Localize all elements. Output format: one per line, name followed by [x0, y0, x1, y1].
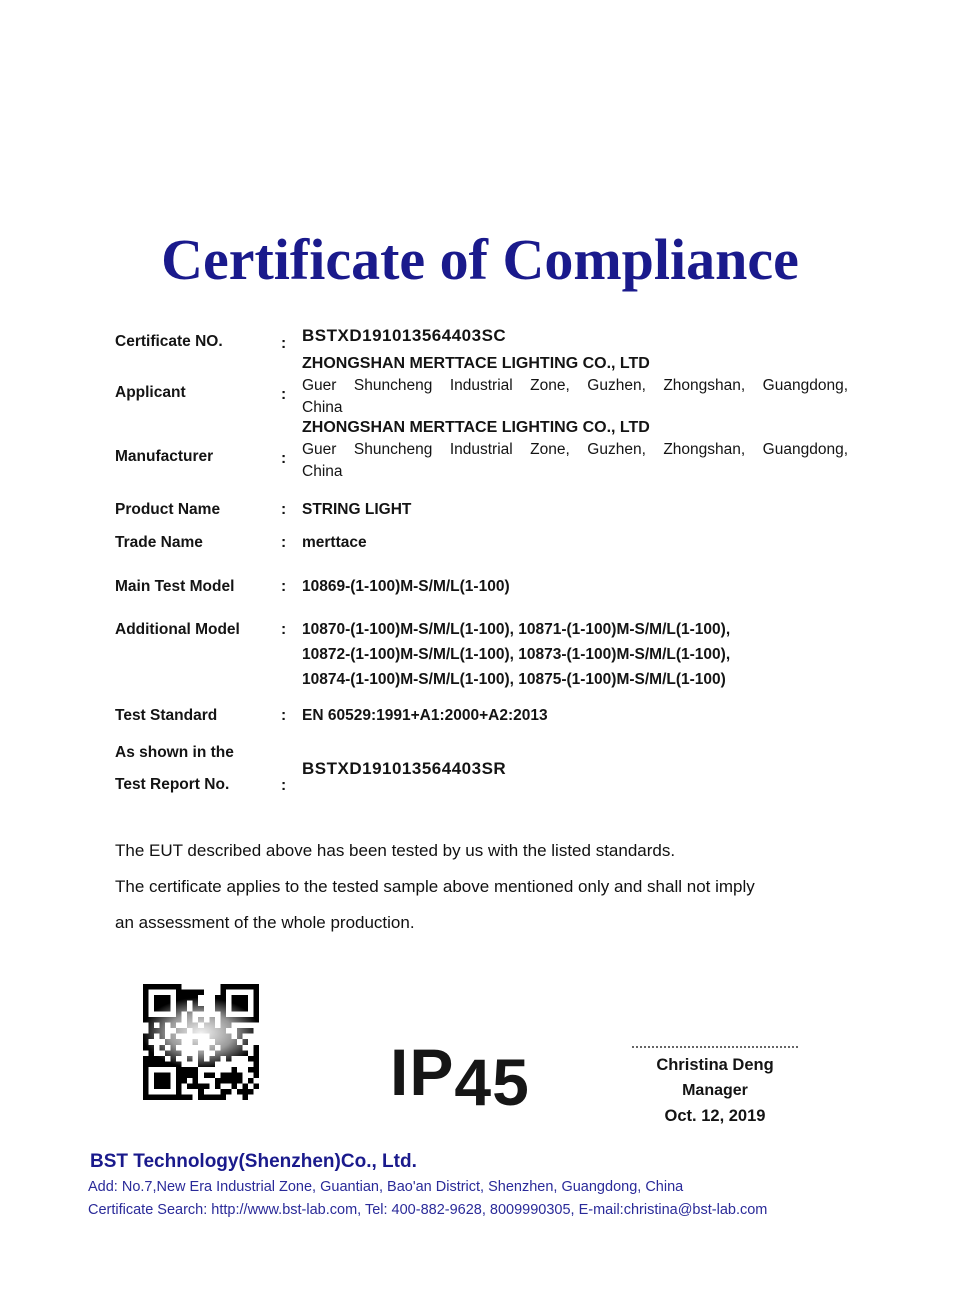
signature-date: Oct. 12, 2019 [664, 1107, 766, 1125]
main-test-model-value: 10869-(1-100)M-S/M/L(1-100) [302, 578, 510, 595]
product-name-value: STRING LIGHT [302, 501, 412, 518]
ip-rating-number: 45 [454, 1045, 530, 1119]
statement-line1: The EUT described above has been tested by us with the listed standards. [115, 841, 676, 860]
colon-separator: : [281, 386, 287, 403]
trade-name-label: Trade Name [115, 534, 203, 551]
ip-rating-prefix: IP [390, 1035, 455, 1109]
test-report-label-line1: As shown in the [115, 744, 234, 761]
manufacturer-address-line1: Guer Shuncheng Industrial Zone, Guzhen, Zhongshan, Guangdong, [302, 441, 848, 458]
applicant-address-line1: Guer Shuncheng Industrial Zone, Guzhen, Zhongshan, Guangdong, [302, 377, 848, 394]
test-standard-value: EN 60529:1991+A1:2000+A2:2013 [302, 707, 548, 724]
certificate-no-value: BSTXD191013564403SC [302, 326, 507, 345]
colon-separator: : [281, 777, 287, 794]
signature-block [630, 1046, 800, 1126]
additional-model-label: Additional Model [115, 621, 240, 638]
test-report-label-line2: Test Report No. [115, 776, 230, 793]
signatory-name: Christina Deng [656, 1056, 774, 1074]
main-test-model-label: Main Test Model [115, 578, 235, 595]
manufacturer-address-line2: China [302, 463, 343, 480]
qr-code-icon [143, 984, 259, 1100]
colon-separator: : [281, 578, 287, 595]
trade-name-value: merttace [302, 534, 367, 551]
manufacturer-label: Manufacturer [115, 448, 214, 465]
statement-line3: an assessment of the whole production. [115, 913, 415, 932]
applicant-company: ZHONGSHAN MERTTACE LIGHTING CO., LTD [302, 355, 650, 372]
applicant-address-line2: China [302, 399, 343, 416]
additional-model-line3: 10874-(1-100)M-S/M/L(1-100), 10875-(1-100)M-S/M/L(1-100) [302, 671, 726, 688]
applicant-label: Applicant [115, 384, 186, 401]
signature-dotted-line [632, 1046, 798, 1048]
colon-separator: : [281, 621, 287, 638]
test-standard-label: Test Standard [115, 707, 218, 724]
page-title: Certificate of Compliance [161, 227, 799, 292]
footer-company-name: BST Technology(Shenzhen)Co., Ltd. [90, 1151, 417, 1172]
additional-model-line1: 10870-(1-100)M-S/M/L(1-100), 10871-(1-100)M-S/M/L(1-100), [302, 621, 731, 638]
manufacturer-company: ZHONGSHAN MERTTACE LIGHTING CO., LTD [302, 419, 650, 436]
additional-model-line2: 10872-(1-100)M-S/M/L(1-100), 10873-(1-100)M-S/M/L(1-100), [302, 646, 731, 663]
ip-rating-mark [390, 1034, 530, 1119]
colon-separator: : [281, 707, 287, 724]
product-name-label: Product Name [115, 501, 221, 518]
certificate-no-label: Certificate NO. [115, 333, 223, 350]
signatory-title: Manager [682, 1082, 748, 1099]
footer-contact: Certificate Search: http://www.bst-lab.com, Tel: 400-882-9628, 8009990305, E-mail:christina@bst-lab.com [88, 1202, 768, 1218]
statement-line2: The certificate applies to the tested sample above mentioned only and shall not imply [115, 877, 755, 896]
qr-watermark [143, 998, 259, 1068]
test-report-value: BSTXD191013564403SR [302, 759, 507, 778]
colon-separator: : [281, 335, 287, 352]
colon-separator: : [281, 450, 287, 467]
footer-address: Add: No.7,New Era Industrial Zone, Guantian, Bao'an District, Shenzhen, Guangdong, China [88, 1179, 684, 1195]
colon-separator: : [281, 534, 287, 551]
colon-separator: : [281, 501, 287, 518]
